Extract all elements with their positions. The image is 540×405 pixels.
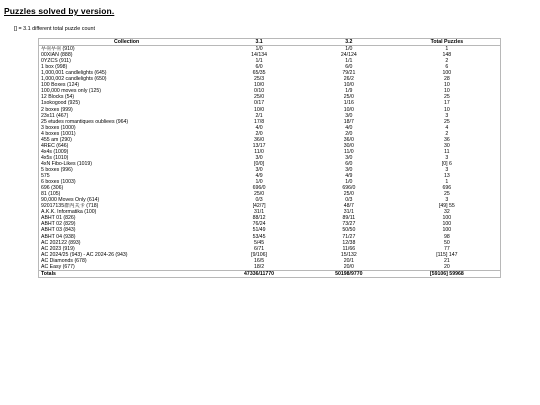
- version-3-1-cell: 1/0: [255, 46, 263, 53]
- version-3-1-cell: 25/3: [254, 76, 265, 83]
- total-puzzles-cell: 20: [443, 263, 450, 270]
- collection-cell: ABHT 03 (843): [41, 227, 76, 234]
- total-puzzles-cell: [0] 6: [441, 160, 452, 167]
- version-3-2-cell: 12/38: [342, 239, 356, 246]
- version-3-1-cell: 76/24: [252, 221, 266, 228]
- collection-cell: 5 boxes (996): [41, 166, 73, 173]
- collection-cell: ABHT 02 (829): [41, 221, 76, 228]
- collection-cell: 100,000 moves only (125): [41, 88, 101, 95]
- version-3-2-cell: 20/1: [343, 257, 354, 264]
- version-3-1-cell: [9/106]: [251, 251, 267, 258]
- totals-total: [59106] 59968: [394, 270, 501, 277]
- version-3-2-cell: 20/0: [343, 263, 354, 270]
- version-3-2-cell: 36/0: [343, 136, 354, 143]
- collection-cell: AC 2024/25 (943) - AC 2024-26 (943): [41, 251, 128, 258]
- total-puzzles-cell: 1: [445, 179, 449, 186]
- version-3-1-cell: 25/0: [254, 191, 265, 198]
- total-puzzles-cell: 28: [443, 76, 450, 83]
- version-3-2-cell: 3/0: [345, 112, 353, 119]
- total-puzzles-cell: 50: [443, 239, 450, 246]
- total-puzzles-cell: 2: [445, 58, 449, 65]
- total-puzzles-cell: 77: [443, 245, 450, 252]
- version-3-2-cell: 11/0: [343, 148, 354, 155]
- version-3-2-cell: 48/7: [343, 203, 354, 210]
- version-3-1-cell: [42/7]: [252, 203, 266, 210]
- total-puzzles-cell: 25: [443, 118, 450, 125]
- version-3-2-cell: 89/11: [342, 215, 356, 222]
- total-puzzles-cell: 32: [443, 209, 450, 216]
- header-row: [39, 39, 501, 46]
- version-3-2-cell: 3/0: [345, 154, 353, 161]
- total-puzzles-cell: 10: [443, 106, 450, 113]
- version-3-1-cell: 4/9: [255, 173, 263, 180]
- collection-cell: 6 boxes (1003): [41, 179, 76, 186]
- version-3-1-cell: 1/0: [255, 179, 263, 186]
- total-puzzles-cell: 98: [443, 233, 450, 240]
- collection-cell: 4x5s (1010): [41, 154, 69, 161]
- legend-note: [] = 3.1 different total puzzle count: [14, 26, 95, 32]
- collection-cell: 4x4s (1009): [41, 148, 69, 155]
- version-3-2-cell: 696/0: [342, 185, 356, 192]
- header-version-3-2: 3.2: [304, 39, 394, 46]
- total-puzzles-cell: 6: [445, 64, 449, 71]
- collection-cell: 696 (306): [41, 185, 64, 192]
- total-puzzles-cell: 25: [443, 191, 450, 198]
- version-3-1-cell: 31/1: [254, 209, 265, 216]
- version-3-2-cell: 25/0: [343, 191, 354, 198]
- version-3-2-cell: 26/2: [343, 76, 354, 83]
- total-puzzles-cell: 100: [442, 215, 452, 222]
- total-puzzles-cell: 100: [442, 227, 452, 234]
- total-puzzles-cell: 100: [442, 221, 452, 228]
- version-3-1-cell: 18/2: [254, 263, 265, 270]
- version-3-2-cell: 6/0: [345, 160, 353, 167]
- version-3-1-cell: 2/1: [255, 112, 263, 119]
- version-3-1-cell: 3/0: [255, 154, 263, 161]
- version-3-1-cell: 17/8: [254, 118, 265, 125]
- version-3-2-cell: 79/21: [342, 70, 356, 77]
- version-3-2-cell: 18/7: [343, 118, 354, 125]
- collection-cell: 12 Blocks (54): [41, 94, 75, 101]
- total-puzzles-cell: 696: [442, 185, 452, 192]
- collection-cell: AC 202122 (893): [41, 239, 81, 246]
- version-3-1-cell: 0/17: [254, 100, 265, 107]
- version-3-2-cell: 1/0: [345, 46, 353, 53]
- total-puzzles-cell: 148: [442, 52, 452, 59]
- collection-cell: 25 etudes romantiques oubliees (964): [41, 118, 129, 125]
- version-3-1-cell: 6/71: [254, 245, 265, 252]
- collection-cell: AC Easy (677): [41, 263, 75, 270]
- version-3-2-cell: 2/0: [345, 130, 353, 137]
- version-3-2-cell: 10/0: [343, 82, 354, 89]
- collection-cell: 4REC (646): [41, 142, 69, 149]
- total-puzzles-cell: 100: [442, 70, 452, 77]
- version-3-1-cell: 2/0: [255, 130, 263, 137]
- version-3-1-cell: 53/45: [252, 233, 266, 240]
- collection-cell: 4 boxes (1001): [41, 130, 76, 137]
- version-3-1-cell: 13/17: [252, 142, 266, 149]
- version-3-1-cell: 88/12: [252, 215, 266, 222]
- total-puzzles-cell: 3: [445, 112, 449, 119]
- collection-cell: 1sokogood (925): [41, 100, 80, 107]
- header-version-3-1: 3.1: [214, 39, 304, 46]
- version-3-1-cell: 0/10: [254, 88, 265, 95]
- collection-cell: 2 boxes (999): [41, 106, 73, 113]
- version-3-1-cell: 10/0: [254, 82, 265, 89]
- collection-cell: ABHT 04 (938): [41, 233, 76, 240]
- version-3-1-cell: 14/134: [251, 52, 267, 59]
- header-collection: Collection: [39, 39, 215, 46]
- collection-cell: 90,000 Moves Only (614): [41, 197, 100, 204]
- collection-cell: AC 2023 (919): [41, 245, 75, 252]
- total-puzzles-cell: 13: [443, 173, 450, 180]
- version-3-2-cell: 30/0: [343, 142, 354, 149]
- totals-3-2: 50198/9770: [304, 270, 394, 277]
- version-3-1-cell: 10/0: [254, 106, 265, 113]
- version-3-2-cell: 1/9: [345, 88, 353, 95]
- version-3-1-cell: 36/0: [254, 136, 265, 143]
- version-3-2-cell: 0/3: [345, 197, 353, 204]
- version-3-1-cell: 696/0: [252, 185, 266, 192]
- version-3-2-cell: 15/132: [340, 251, 357, 258]
- total-puzzles-cell: 3: [445, 166, 449, 173]
- version-3-1-cell: 6/0: [255, 64, 263, 71]
- version-3-1-cell: 1/1: [255, 58, 263, 65]
- total-puzzles-cell: [115] 147: [436, 251, 458, 258]
- version-3-2-cell: 31/1: [343, 209, 354, 216]
- version-3-2-cell: 24/124: [340, 52, 357, 59]
- version-3-1-cell: 5/45: [254, 239, 265, 246]
- version-3-2-cell: 1/16: [343, 100, 354, 107]
- total-puzzles-cell: 3: [445, 197, 449, 204]
- totals-3-1: 47336/11770: [214, 270, 304, 277]
- collection-cell: 00XIAN (888): [41, 52, 73, 59]
- collection-cell: 100 Boxes (124): [41, 82, 80, 89]
- total-puzzles-cell: 11: [444, 148, 450, 155]
- total-puzzles-cell: 1: [445, 46, 449, 53]
- total-puzzles-cell: 4: [445, 124, 449, 131]
- version-3-2-cell: 25/0: [343, 94, 354, 101]
- collection-cell: 1,000,002 candlelights (650): [41, 76, 107, 83]
- collection-cell: 455 am (290): [41, 136, 72, 143]
- collection-cell: 4xN Fibo-Likes (1019): [41, 160, 93, 167]
- collection-cell: A.K.K. Informatika (100): [41, 209, 97, 216]
- version-3-2-cell: 1/1: [345, 58, 353, 65]
- collection-cell: 1,000,001 candlelights (645): [41, 70, 107, 77]
- collection-cell: 81 (105): [41, 191, 61, 198]
- total-puzzles-cell: 10: [443, 88, 450, 95]
- collection-cell: 0YZCS (911): [41, 58, 71, 65]
- version-3-2-cell: 4/9: [345, 173, 353, 180]
- total-puzzles-cell: 2: [445, 130, 449, 137]
- totals-row: [39, 270, 501, 277]
- version-3-1-cell: 65/35: [252, 70, 266, 77]
- total-puzzles-cell: 10: [443, 82, 450, 89]
- collection-cell: 3 boxes (1000): [41, 124, 76, 131]
- total-puzzles-cell: 21: [443, 257, 450, 264]
- version-3-2-cell: 4/0: [345, 124, 353, 131]
- version-3-2-cell: 11/66: [342, 245, 356, 252]
- total-puzzles-cell: 30: [443, 142, 450, 149]
- version-3-1-cell: 11/0: [254, 148, 264, 155]
- version-3-2-cell: 1/0: [345, 179, 353, 186]
- version-3-2-cell: 3/0: [345, 166, 353, 173]
- collection-cell: 23x11 (467): [41, 112, 69, 119]
- header-total-puzzles: Total Puzzles: [394, 39, 501, 46]
- page-title: Puzzles solved by version.: [4, 6, 115, 16]
- version-3-2-cell: 10/0: [343, 106, 354, 113]
- totals-label: Totals: [39, 270, 215, 277]
- collection-cell: AC Diamonds (678): [41, 257, 87, 264]
- puzzles-table: [38, 38, 501, 278]
- collection-cell: 92017135群内关卡 (718): [41, 203, 99, 210]
- collection-cell: 1 box (998): [41, 64, 68, 71]
- version-3-1-cell: 25/0: [254, 94, 265, 101]
- total-puzzles-cell: 3: [445, 154, 449, 161]
- version-3-1-cell: 4/0: [255, 124, 263, 131]
- version-3-2-cell: 71/27: [342, 233, 356, 240]
- collection-cell: ABHT 01 (826): [41, 215, 76, 222]
- version-3-1-cell: 16/5: [254, 257, 265, 264]
- version-3-1-cell: 3/0: [255, 166, 263, 173]
- total-puzzles-cell: [49] 55: [438, 203, 455, 210]
- total-puzzles-cell: 36: [443, 136, 450, 143]
- version-3-1-cell: 51/49: [252, 227, 266, 234]
- collection-cell: 575: [41, 173, 50, 180]
- version-3-2-cell: 6/0: [345, 64, 353, 71]
- version-3-1-cell: 0/3: [255, 197, 263, 204]
- version-3-1-cell: [0/0]: [254, 160, 265, 167]
- total-puzzles-cell: 17: [443, 100, 450, 107]
- version-3-2-cell: 73/27: [342, 221, 356, 228]
- version-3-2-cell: 50/50: [342, 227, 356, 234]
- total-puzzles-cell: 25: [443, 94, 450, 101]
- collection-cell: 푸쉬푸쉬 (910): [41, 46, 75, 53]
